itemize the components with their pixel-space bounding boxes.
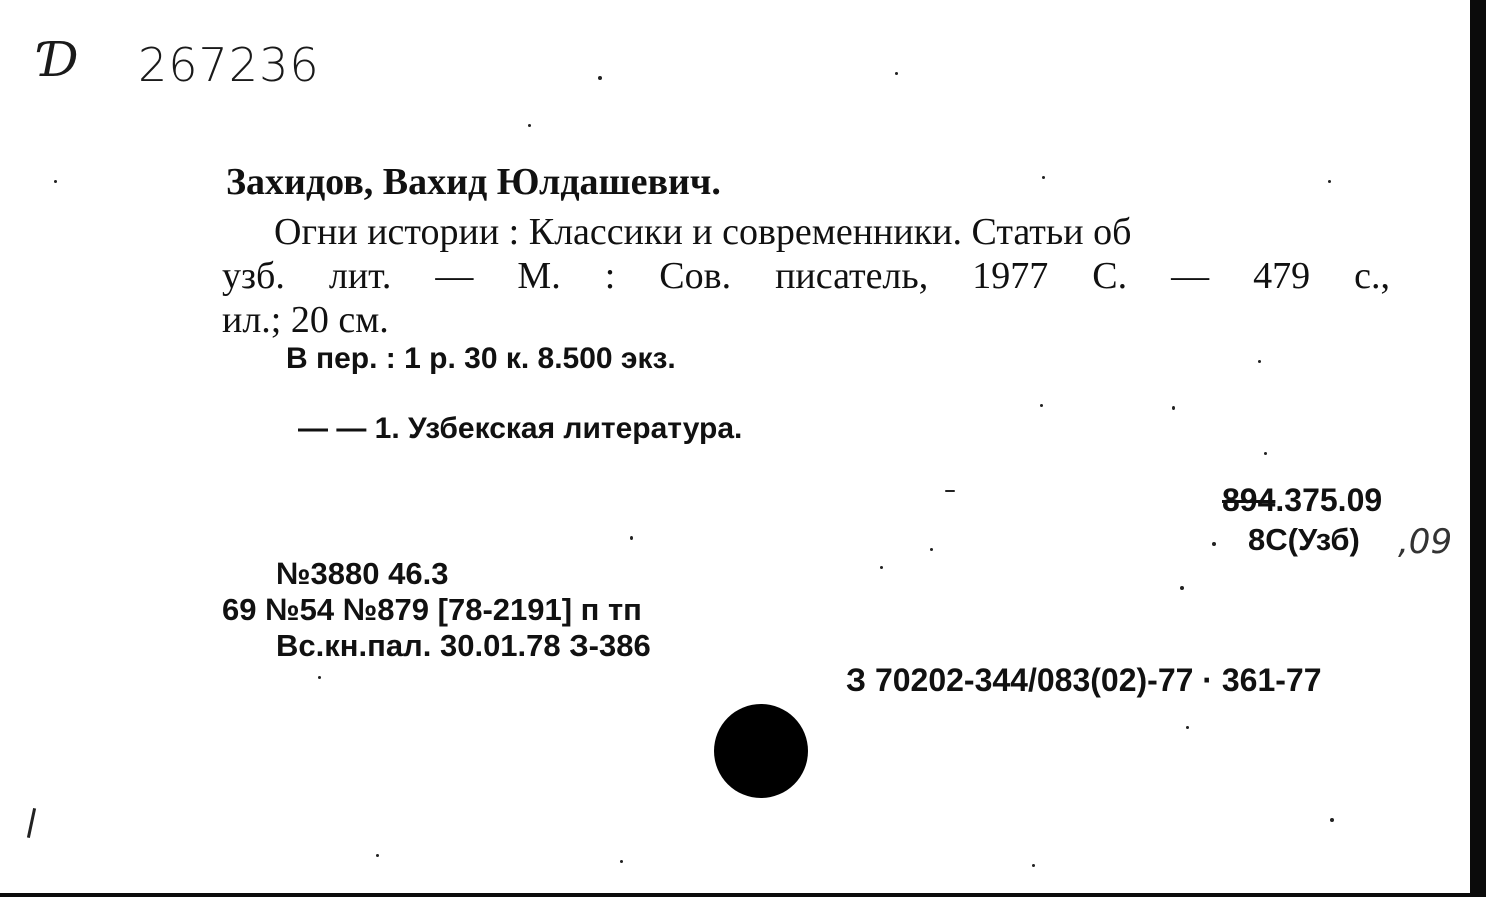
title-line-2-word: лит.	[328, 255, 392, 297]
inventory-prefix: Ɗ	[40, 32, 79, 88]
subject-heading: — — 1. Узбекская литература.	[298, 412, 743, 445]
speck	[318, 676, 321, 679]
udc-struck: 894	[1222, 482, 1276, 518]
scan-edge-right	[1470, 0, 1486, 897]
udc-index	[1222, 482, 1382, 519]
speck	[1186, 726, 1189, 729]
title-line-2	[222, 254, 1390, 298]
title-line-2-words	[222, 254, 1390, 298]
speck	[1042, 176, 1045, 179]
speck	[528, 124, 531, 127]
speck	[930, 548, 933, 551]
author-heading: Захидов, Вахид Юлдашевич.	[226, 161, 721, 203]
price-line: В пер. : 1 р. 30 к. 8.500 экз.	[286, 342, 676, 375]
title-line-2-word: писатель,	[775, 255, 929, 297]
title-line-2-word: 1977	[972, 255, 1049, 297]
speck	[630, 536, 633, 540]
title-line-3: ил.; 20 см.	[222, 299, 389, 341]
speck	[895, 72, 898, 75]
speck	[376, 854, 379, 857]
title-line-2-word: М.	[517, 255, 561, 297]
title-line-2-word: Сов.	[659, 255, 732, 297]
title-line-2-word: :	[604, 255, 616, 297]
scan-edge-bottom	[0, 893, 1486, 897]
bib-line-3: Вс.кн.пал. 30.01.78 З-386	[276, 628, 651, 663]
bib-line-2: 69 №54 №879 [78-2191] п тп	[222, 592, 642, 627]
title-line-2-word: узб.	[222, 255, 285, 297]
speck	[1212, 542, 1216, 546]
speck	[1040, 404, 1043, 407]
speck	[598, 76, 602, 80]
speck	[1172, 406, 1175, 410]
pencil-mark	[27, 808, 36, 838]
udc-rest: .375.09	[1275, 482, 1383, 518]
title-line-2-word: с.,	[1354, 255, 1390, 297]
punch-hole	[714, 704, 808, 798]
speck	[1328, 180, 1331, 183]
bbk-index: 8С(Узб)	[1248, 522, 1360, 557]
speck	[54, 180, 57, 183]
speck	[1258, 360, 1261, 363]
bib-line-1: №3880 46.3	[276, 556, 449, 591]
speck	[620, 860, 623, 863]
title-line-1: Огни истории : Классики и современники. Статьи об	[274, 211, 1132, 253]
speck	[1264, 452, 1267, 455]
speck	[1180, 586, 1184, 590]
title-line-2-word: —	[1171, 255, 1210, 297]
speck	[1032, 864, 1035, 867]
speck	[945, 490, 955, 492]
publication-code: З 70202-344/083(02)-77 · 361-77	[846, 662, 1322, 698]
inventory-number: 267236	[138, 38, 320, 92]
title-line-2-word: С.	[1092, 255, 1128, 297]
speck	[880, 566, 883, 569]
speck	[1330, 818, 1334, 822]
bbk-handwritten-suffix: ,09	[1398, 522, 1453, 562]
title-line-2-word: —	[435, 255, 474, 297]
title-line-2-word: 479	[1253, 255, 1311, 297]
